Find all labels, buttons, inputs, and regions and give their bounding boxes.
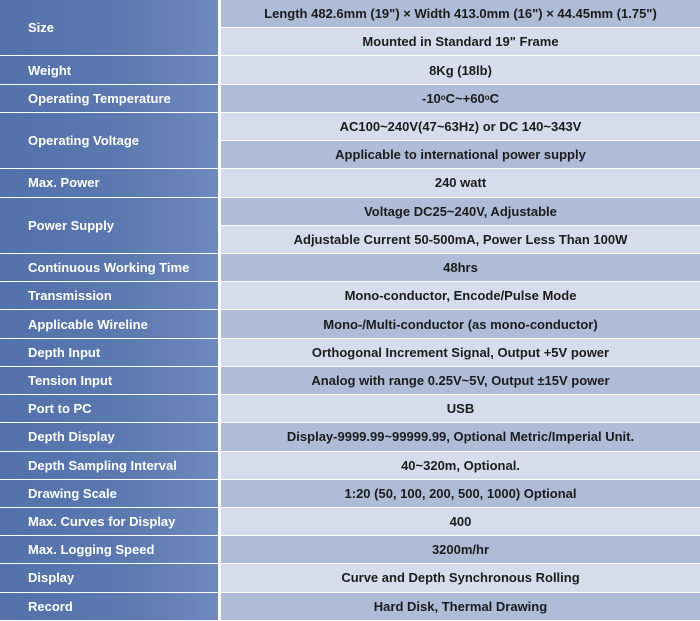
depth-display-value: Display-9999.99~99999.99, Optional Metric/Imperial Unit. [218, 423, 700, 451]
temperature-value: -10 o C~+60 o C [218, 85, 700, 113]
max-power-value: 240 watt [218, 169, 700, 197]
tension-input-value: Analog with range 0.25V~5V, Output ±15V power [218, 367, 700, 395]
display-value: Curve and Depth Synchronous Rolling [218, 564, 700, 592]
port-label: Port to PC [0, 395, 218, 423]
max-curves-label: Max. Curves for Display [0, 508, 218, 536]
power-supply-label: Power Supply [0, 198, 218, 254]
wireline-label: Applicable Wireline [0, 310, 218, 338]
temperature-unit: C [489, 90, 499, 106]
depth-input-label: Depth Input [0, 339, 218, 367]
drawing-scale-label: Drawing Scale [0, 480, 218, 508]
depth-input-value: Orthogonal Increment Signal, Output +5V power [218, 339, 700, 367]
working-time-label: Continuous Working Time [0, 254, 218, 282]
size-mounting-value: Mounted in Standard 19" Frame [218, 28, 700, 56]
transmission-label: Transmission [0, 282, 218, 310]
record-label: Record [0, 593, 218, 621]
sampling-value: 40~320m, Optional. [218, 452, 700, 480]
voltage-note: Applicable to international power supply [218, 141, 700, 169]
temperature-range-sep: C~+60 [445, 90, 485, 106]
size-label: Size [0, 0, 218, 56]
port-value: USB [218, 395, 700, 423]
weight-label: Weight [0, 56, 218, 84]
working-time-value: 48hrs [218, 254, 700, 282]
voltage-value: AC100~240V(47~63Hz) or DC 140~343V [218, 113, 700, 141]
size-value: Length 482.6mm (19") × Width 413.0mm (16") × 44.45mm (1.75") [218, 0, 700, 28]
sampling-label: Depth Sampling Interval [0, 452, 218, 480]
transmission-value: Mono-conductor, Encode/Pulse Mode [218, 282, 700, 310]
temperature-min: -10 [421, 90, 441, 106]
voltage-label: Operating Voltage [0, 113, 218, 169]
power-supply-voltage: Voltage DC25~240V, Adjustable [218, 198, 700, 226]
display-label: Display [0, 564, 218, 592]
logging-speed-label: Max. Logging Speed [0, 536, 218, 564]
logging-speed-value: 3200m/hr [218, 536, 700, 564]
max-curves-value: 400 [218, 508, 700, 536]
depth-display-label: Depth Display [0, 423, 218, 451]
max-power-label: Max. Power [0, 169, 218, 197]
wireline-value: Mono-/Multi-conductor (as mono-conductor) [218, 310, 700, 338]
drawing-scale-value: 1:20 (50, 100, 200, 500, 1000) Optional [218, 480, 700, 508]
weight-value: 8Kg (18lb) [218, 56, 700, 84]
record-value: Hard Disk, Thermal Drawing [218, 593, 700, 621]
temperature-label: Operating Temperature [0, 85, 218, 113]
tension-input-label: Tension Input [0, 367, 218, 395]
power-supply-current: Adjustable Current 50-500mA, Power Less Than 100W [218, 226, 700, 254]
